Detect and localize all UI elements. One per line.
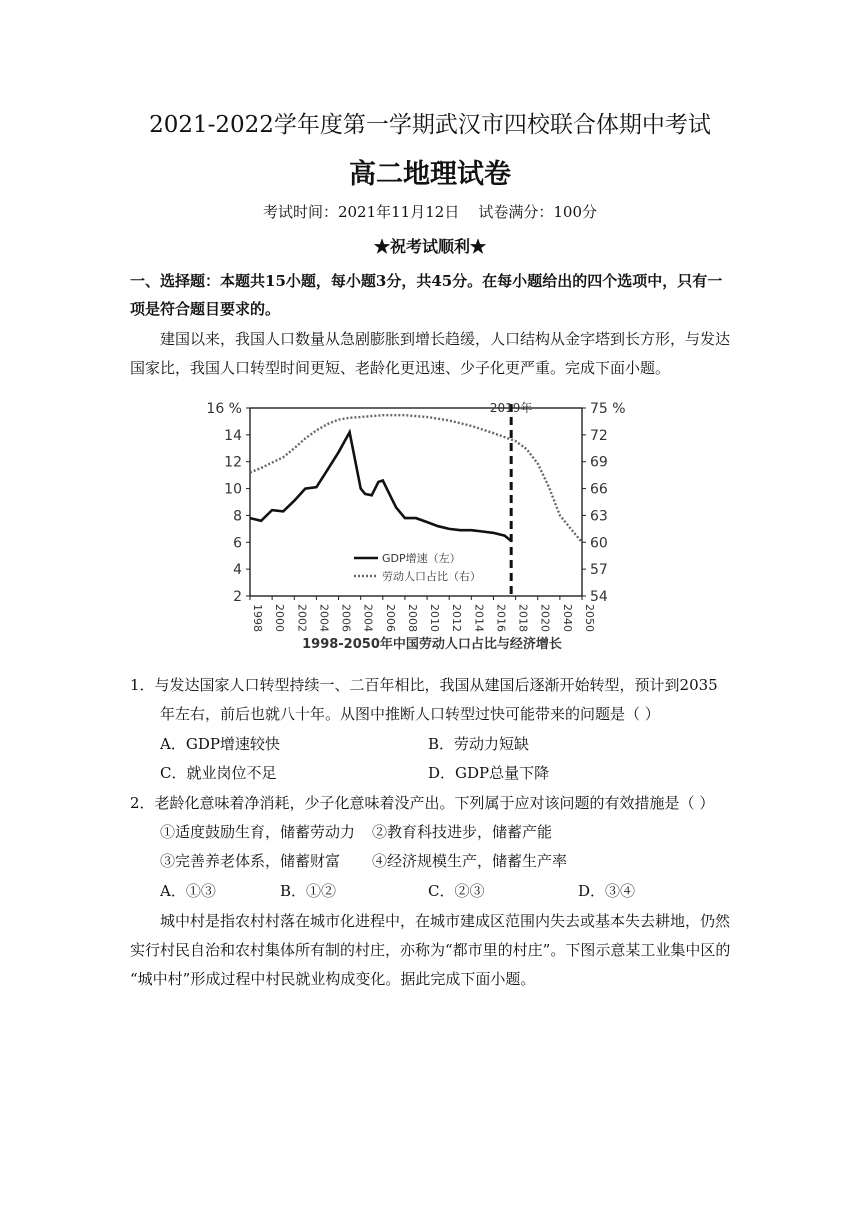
passage2-line3: “城中村”形成过程中村民就业构成变化。据此完成下面小题。 [130, 970, 536, 988]
passage2-line2: 实行村民自治和农村集体所有制的村庄，亦称为“都市里的村庄”。下图示意某工业集中区的 [130, 941, 731, 959]
chart-title: 1998-2050年中国劳动人口占比与经济增长 [302, 637, 562, 652]
q1-stem-line2: 年左右，前后也就八十年。从图中推断人口转型过快可能带来的问题是（ ） [160, 705, 660, 723]
q1-option-b: B．劳动力短缺 [428, 735, 530, 753]
good-luck-line: ★祝考试顺利★ [373, 237, 486, 256]
right-tick-label: 60 [590, 535, 608, 552]
right-tick-label: 75 % [590, 401, 626, 417]
year-2019-label: 2019年 [489, 401, 533, 415]
x-tick-label: 2000 [273, 604, 287, 632]
subject-title: 高二地理试卷 [349, 159, 511, 190]
legend-label: GDP增速（左） [382, 552, 461, 565]
left-tick-label: 10 [224, 481, 242, 498]
right-tick-label: 63 [590, 508, 608, 525]
section-heading-line2: 项是符合题目要求的。 [130, 300, 281, 318]
q2-option-d: D．③④ [578, 882, 636, 900]
q1-stem-line1: 1．与发达国家人口转型持续一、二百年相比，我国从建国后逐渐开始转型，预计到2035 [130, 676, 718, 694]
q2-option-c: C．②③ [428, 882, 485, 900]
x-tick-label: 2006 [383, 604, 397, 632]
x-tick-label: 2012 [450, 604, 464, 632]
left-tick-label: 8 [233, 508, 242, 525]
q2-option-b: B．①② [280, 882, 337, 900]
right-tick-label: 54 [590, 589, 608, 605]
left-tick-label: 6 [233, 535, 242, 552]
labor-share-line [250, 415, 582, 542]
q1-option-c: C．就业岗位不足 [160, 764, 277, 782]
passage1-line2: 国家比，我国人口转型时间更短、老龄化更迅速、少子化更严重。完成下面小题。 [130, 359, 671, 377]
q2-item-1: ①适度鼓励生育，储蓄劳动力 [160, 823, 356, 841]
labor-gdp-chart [206, 390, 652, 660]
left-tick-label: 2 [233, 589, 242, 605]
legend-label: 劳动人口占比（右） [382, 570, 481, 583]
passage2-line1: 城中村是指农村村落在城市化进程中，在城市建成区范围内失去或基本失去耕地，仍然 [160, 912, 731, 930]
left-tick-label: 4 [233, 562, 242, 579]
section-heading-line1: 一、选择题：本题共15小题，每小题3分，共45分。在每小题给出的四个选项中，只有一 [130, 272, 723, 290]
x-tick-label: 2010 [428, 604, 442, 632]
x-tick-label: 2004 [361, 604, 375, 632]
x-tick-label: 2008 [405, 604, 419, 632]
right-tick-label: 57 [590, 562, 608, 579]
passage1-line1: 建国以来，我国人口数量从急剧膨胀到增长趋缓，人口结构从金字塔到长方形，与发达 [160, 330, 731, 348]
left-tick-label: 16 % [206, 401, 242, 417]
left-tick-label: 12 [224, 454, 242, 471]
q2-item-3: ③完善养老体系，储蓄财富 [160, 852, 341, 870]
x-tick-label: 2016 [494, 604, 508, 632]
plot-frame [250, 408, 582, 596]
chart-legend [354, 551, 481, 583]
x-tick-label: 2002 [295, 604, 309, 632]
x-tick-label: 1998 [251, 604, 264, 632]
q2-stem: 2．老龄化意味着净消耗，少子化意味着没产出。下列属于应对该问题的有效措施是（ ） [130, 794, 715, 812]
gdp-growth-line [250, 432, 511, 541]
chart-axes [206, 400, 625, 632]
q1-option-a: A．GDP增速较快 [160, 735, 280, 753]
chart-series [250, 415, 582, 542]
right-tick-label: 72 [590, 427, 608, 444]
x-tick-label: 2020 [538, 604, 552, 632]
q2-item-2: ②教育科技进步，储蓄产能 [372, 823, 553, 841]
x-tick-label: 2004 [317, 604, 331, 632]
right-tick-label: 66 [590, 481, 608, 498]
right-tick-label: 69 [590, 454, 608, 471]
exam-info: 考试时间：2021年11月12日 试卷满分：100分 [262, 203, 598, 221]
x-tick-label: 2050 [583, 604, 596, 632]
q2-item-4: ④经济规模生产，储蓄生产率 [372, 852, 568, 870]
q2-option-a: A．①③ [160, 882, 216, 900]
x-tick-label: 2040 [560, 604, 574, 632]
left-tick-label: 14 [224, 427, 242, 444]
x-tick-label: 2014 [472, 604, 486, 632]
exam-title: 2021-2022学年度第一学期武汉市四校联合体期中考试 [149, 112, 711, 138]
x-tick-label: 2006 [339, 604, 353, 632]
x-tick-label: 2018 [516, 604, 530, 632]
q1-option-d: D．GDP总量下降 [428, 764, 550, 782]
